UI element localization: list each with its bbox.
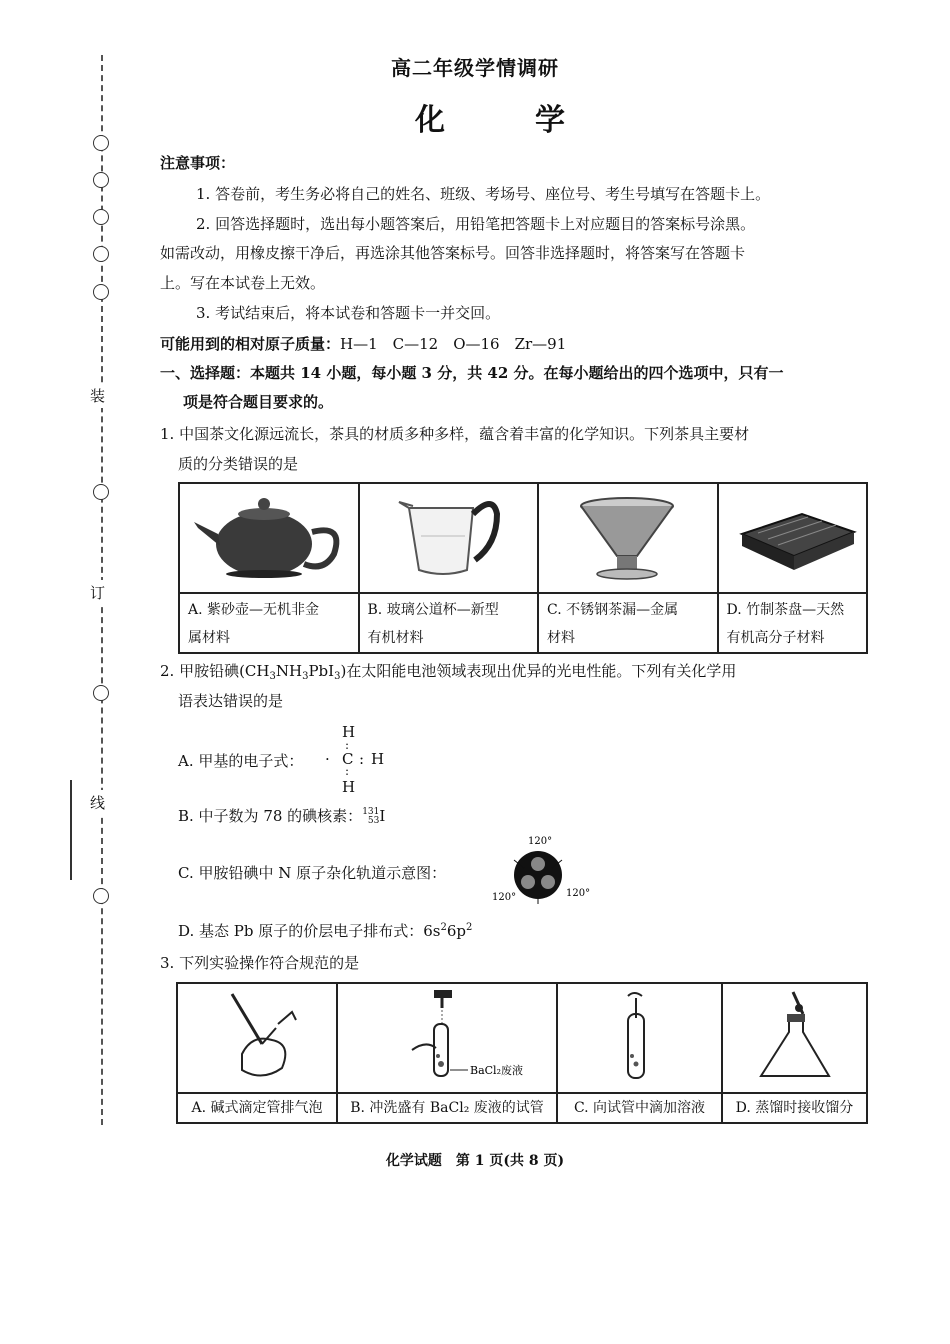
q1-stem-line2: 质的分类错误的是 — [178, 455, 299, 473]
q3-option-d: D. 蒸馏时接收馏分 — [722, 1093, 867, 1123]
q2-option-d — [178, 920, 472, 941]
q1-option-a-line2: 属材料 — [188, 630, 230, 646]
q2-stem-part: NH — [275, 662, 303, 680]
q1-option-d-line2: 有机高分子材料 — [726, 630, 825, 646]
q1-option-c-line1: C. 不锈钢茶漏—金属 — [547, 602, 679, 618]
q3-image-cell-a — [177, 983, 337, 1093]
q1-options-table — [178, 482, 868, 654]
q2-stem-sub: 3 — [302, 671, 309, 682]
q2-option-d-text: 6p — [446, 922, 467, 940]
binding-char-xian: 线 — [90, 790, 105, 815]
page-footer: 化学试题 第 1 页(共 8 页) — [385, 1153, 565, 1169]
atomic-mass-label: 可能用到的相对原子质量： — [160, 335, 341, 353]
q2-stem-line2: 语表达错误的是 — [178, 692, 284, 710]
nuclide-symbol: I — [379, 807, 386, 825]
lewis-h-bottom: H — [342, 778, 356, 796]
notice-item-2-line1: 2. 回答选择题时，选出每小题答案后，用铅笔把答题卡上对应题目的答案标号涂黑。 — [196, 215, 756, 233]
binding-hole — [93, 284, 109, 300]
q3-stem: 3. 下列实验操作符合规范的是 — [160, 954, 360, 972]
lewis-dots: : — [345, 764, 350, 778]
q2-option-a: A. 甲基的电子式： — [178, 752, 304, 770]
q1-image-cell-a — [179, 483, 359, 593]
orbital-angle-top: 120° — [528, 836, 553, 847]
q3-option-c: C. 向试管中滴加溶液 — [557, 1093, 722, 1123]
q2-stem-sub: 3 — [269, 671, 276, 682]
q2-option-c: C. 甲胺铅碘中 N 原子杂化轨道示意图： — [178, 864, 447, 882]
iodine-nuclide-numbers — [362, 808, 379, 826]
q1-option-c-line2: 材料 — [547, 630, 575, 646]
q2-stem-part: 2. 甲胺铅碘(CH — [160, 662, 270, 680]
q1-option-a-line1: A. 紫砂壶—无机非金 — [188, 602, 320, 618]
q1-image-cell-c — [538, 483, 718, 593]
q1-option-b-line1: B. 玻璃公道杯—新型 — [367, 602, 499, 618]
q2-option-d-text: D. 基态 Pb 原子的价层电子排布式：6s — [178, 922, 441, 940]
teapot-image — [184, 484, 354, 588]
section1-heading-line2: 项是符合题目要求的。 — [183, 393, 334, 411]
q1-image-cell-d — [718, 483, 868, 593]
bacl2-waste-label: BaCl₂废液 — [470, 1064, 523, 1077]
dropper-tube-image — [562, 984, 717, 1088]
lewis-dots: : — [345, 738, 350, 752]
bamboo-tray-image — [722, 484, 862, 588]
q1-option-d-line1: D. 竹制茶盘—天然 — [726, 602, 845, 618]
binding-margin — [60, 55, 140, 1125]
binding-hole — [93, 685, 109, 701]
lewis-h-top: H — [342, 723, 356, 741]
section1-heading-line1: 一、选择题：本题共 14 小题，每小题 3 分，共 42 分。在每小题给出的四个选项中，只有一 — [160, 364, 784, 382]
notice-item-1: 1. 答卷前，考生务必将自己的姓名、班级、考场号、座位号、考生号填写在答题卡上。 — [196, 185, 771, 203]
q1-option-d — [718, 593, 868, 653]
binding-hole — [93, 172, 109, 188]
binding-hole — [93, 888, 109, 904]
q2-stem-sub: 3 — [334, 671, 341, 682]
q1-option-a — [179, 593, 359, 653]
lewis-h-right: H — [371, 750, 385, 768]
q1-image-cell-b — [359, 483, 539, 593]
nuclide-atomic-number: 53 — [367, 816, 380, 826]
q1-stem-line1: 1. 中国茶文化源远流长，茶具的材质多种多样，蕴含着丰富的化学知识。下列茶具主要材 — [160, 425, 750, 443]
q1-option-c — [538, 593, 718, 653]
lewis-c: C — [342, 750, 354, 768]
binding-solid-mark — [70, 780, 72, 880]
q3-option-a: A. 碱式滴定管排气泡 — [177, 1093, 337, 1123]
methyl-lewis-structure — [325, 723, 405, 798]
q3-image-cell-d — [722, 983, 867, 1093]
q2-option-d-sup: 2 — [440, 922, 447, 933]
sp2-orbital-diagram — [488, 830, 598, 910]
orbital-angle-left: 120° — [492, 892, 517, 903]
distill-flask-image — [727, 984, 862, 1088]
q3-option-b: B. 冲洗盛有 BaCl₂ 废液的试管 — [337, 1093, 557, 1123]
binding-hole — [93, 484, 109, 500]
q1-option-b — [359, 593, 539, 653]
q2-option-d-sup: 2 — [466, 922, 473, 933]
subject-title: 化 学 — [415, 103, 595, 138]
notice-heading: 注意事项： — [160, 154, 236, 172]
q2-option-b-text: B. 中子数为 78 的碘核素： — [178, 807, 363, 825]
q2-stem-line1 — [160, 660, 736, 682]
tea-strainer-image — [543, 484, 713, 588]
burette-image — [182, 984, 332, 1088]
q3-options-table — [176, 982, 868, 1124]
lewis-dots: : — [359, 750, 365, 768]
atomic-mass-values: H—1 C—12 O—16 Zr—91 — [340, 335, 567, 353]
orbital-angle-right: 120° — [566, 888, 591, 899]
binding-hole — [93, 209, 109, 225]
notice-item-3: 3. 考试结束后，将本试卷和答题卡一并交回。 — [196, 304, 501, 322]
rinse-tube-image — [342, 984, 552, 1088]
exam-title: 高二年级学情调研 — [391, 56, 559, 80]
q3-image-cell-c — [557, 983, 722, 1093]
q3-image-cell-b — [337, 983, 557, 1093]
nuclide-mass-number: 131 — [362, 807, 380, 817]
binding-char-ding: 订 — [90, 580, 105, 605]
q2-stem-part: )在太阳能电池领域表现出优异的光电性能。下列有关化学用 — [340, 662, 737, 680]
atomic-mass-line — [160, 333, 566, 354]
q2-option-b — [178, 805, 385, 826]
binding-hole — [93, 246, 109, 262]
q1-option-b-line2: 有机材料 — [367, 630, 424, 646]
notice-item-2-line2: 如需改动，用橡皮擦干净后，再选涂其他答案标号。回答非选择题时，将答案写在答题卡 — [160, 244, 746, 262]
lewis-radical-dot: · — [325, 750, 330, 768]
notice-item-2-line3: 上。写在本试卷上无效。 — [160, 274, 326, 292]
binding-char-zhuang: 装 — [90, 383, 105, 408]
q2-stem-part: PbI — [308, 662, 335, 680]
glass-pitcher-image — [363, 484, 533, 588]
